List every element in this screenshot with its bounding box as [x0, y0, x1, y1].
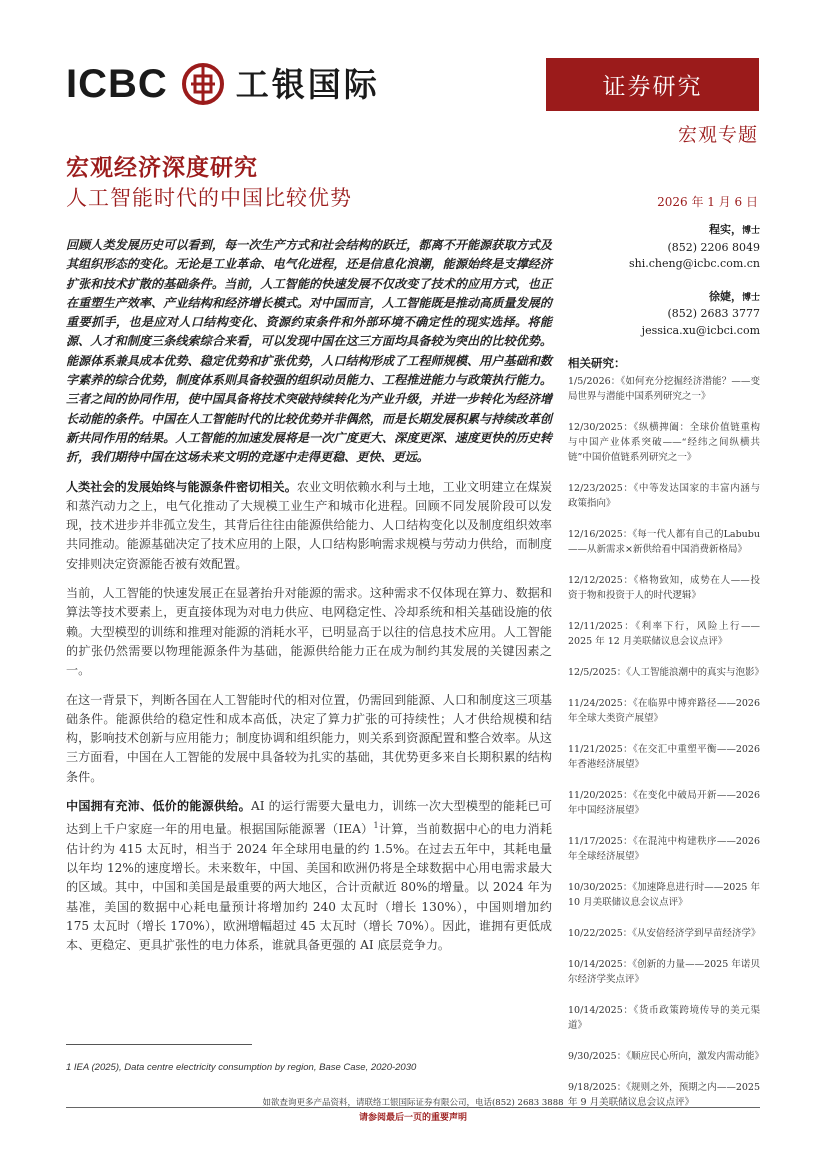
report-title: 宏观经济深度研究	[66, 154, 258, 181]
analyst-email[interactable]: shi.cheng@icbc.com.cn	[629, 257, 760, 270]
related-research-item[interactable]: 12/12/2025：《格物致知，成势在人——投资于物和投资于人的时代逻辑》	[568, 575, 760, 601]
related-research-item[interactable]: 9/30/2025：《顺应民心所向，激发内需动能》	[568, 1051, 764, 1062]
footer-disclaimer[interactable]: 请参阅最后一页的重要声明	[358, 1113, 467, 1123]
sub-section-label: 宏观专题	[677, 124, 758, 146]
paragraph-text: 在这一背景下，判断各国在人工智能时代的相对位置，仍需回到能源、人口和制度这三项基础条件。能源供给的稳定性和成本高低，决定了算力扩张的可持续性；人才供给规模和结构，影响技术创新与应用能力；制度协调和组织能力，则关系到资源配置和整合效率。从这三方面看，中国在人工智能的发展中具备较为扎实的基础，其优势更多来自长期积累的结构条件。	[66, 692, 552, 784]
related-research-item[interactable]: 10/22/2025：《从安倍经济学到早苗经济学》	[568, 928, 761, 939]
report-date: 2026 年 1 月 6 日	[657, 195, 758, 209]
related-research-item[interactable]: 11/21/2025：《在交汇中重塑平衡——2026 年香港经济展望》	[568, 744, 760, 770]
logo-chinese-text: 工银国际	[235, 64, 380, 104]
footnote-divider	[66, 1044, 252, 1045]
paragraph-text: 计算，当前数据中心的电力消耗估计约为 415 太瓦时，相当于 2024 年全球用电量的约 1.5%。在过去五年中，其耗电量以年均 12%的速度增长。未来数年，中国、美国和欧洲仍将是全球数据中心用电需求最大的区域。其中，中国和美国是最重要的两大地区，合计贡献近 80%的增量。以 2024 年为基准，美国的数据中心耗电量预计将增加约 240 太瓦时（增长 130%），中国则增加约 175 太瓦时（增长 170%），欧洲增幅超过 45 太瓦时（增长 70%）。因此，谁拥有更低成本、更稳定、更具扩张性的电力体系，谁就具备更强的 AI 底层竞争力。	[66, 822, 552, 953]
report-subtitle: 人工智能时代的中国比较优势	[66, 186, 352, 210]
company-logo	[66, 60, 380, 108]
related-research-item[interactable]: 10/14/2025：《创新的力量——2025 年诺贝尔经济学奖点评》	[568, 959, 760, 985]
footer-divider	[66, 1107, 760, 1108]
paragraph-lead: 人类社会的发展始终与能源条件密切相关。	[66, 479, 297, 494]
body-paragraph	[66, 478, 552, 574]
related-research-item[interactable]: 1/5/2026：《如何充分挖掘经济潜能？——变局世界与潜能中国系列研究之一》	[568, 376, 760, 402]
analyst-card	[568, 289, 760, 340]
sidebar	[568, 222, 764, 1110]
body-paragraph	[66, 797, 552, 955]
related-research-item[interactable]: 11/17/2025：《在混沌中构建秩序——2026 年全球经济展望》	[568, 836, 760, 862]
analyst-name: 徐婕，	[708, 289, 742, 303]
related-research-item[interactable]: 12/30/2025：《纵横捭阖：全球价值链重构与中国产业体系突破——“经纬之间纵横共链”中国价值链系列研究之一》	[568, 422, 760, 463]
icbc-seal-icon	[182, 63, 224, 105]
related-research-item[interactable]: 12/5/2025：《人工智能浪潮中的真实与泡影》	[568, 667, 764, 678]
body-paragraph	[66, 691, 552, 787]
logo-latin-text: ICBC	[66, 62, 168, 106]
executive-summary: 回顾人类发展历史可以看到，每一次生产方式和社会结构的跃迁，都离不开能源获取方式及其组织形态的变化。无论是工业革命、电气化进程，还是信息化浪潮，能源始终是支撑经济扩张和技术扩散的基础条件。当前，人工智能的快速发展不仅改变了技术的应用方式，也正在重塑生产效率、产业结构和经济增长模式。对中国而言，人工智能既是推动高质量发展的重要抓手，也是应对人口结构变化、资源约束条件和外部环境不确定性的现实选择。将能源、人才和制度三条线索综合来看，可以发现中国在这三方面均具备较为突出的比较优势。能源体系兼具成本优势、稳定优势和扩张优势，人口结构形成了工程师规模、用户基础和数字素养的综合优势，制度体系则具备较强的组织动员能力、工程推进能力与政策执行能力。三者之间的协同作用，使中国具备将技术突破持续转化为产业升级，并进一步转化为经济增长动能的条件。中国在人工智能时代的比较优势并非偶然，而是长期发展积累与持续改革创新共同作用的结果。人工智能的加速发展将是一次广度更大、深度更深、速度更快的历史转折，我们期待中国在这场未来文明的竞逐中走得更稳、更快、更远。	[66, 238, 552, 465]
section-label: 证券研究	[546, 58, 759, 111]
analyst-title: 博士	[741, 226, 760, 236]
analyst-card	[568, 222, 760, 273]
analyst-phone: (852) 2206 8049	[667, 240, 760, 254]
footnote: 1 IEA (2025), Data centre electricity consumption by region, Base Case, 2020-2030	[66, 1062, 417, 1073]
paragraph-text: 农业文明依赖水利与土地，工业文明建立在煤炭和蒸汽动力之上，电气化推动了大规模工业生产和城市化进程。回顾不同发展阶段可以发现，技术进步并非孤立发生，其背后往往由能源供给能力、人口结构变化以及制度组织效率共同推动。能源基础决定了技术应用的上限，人口结构影响需求规模与劳动力供给，而制度安排则决定资源能否被有效配置。	[66, 479, 552, 571]
related-research-item[interactable]: 10/30/2025：《加速降息进行时——2025 年 10 月美联储议息会议点评》	[568, 882, 760, 908]
related-research-item[interactable]: 12/16/2025：《每一代人都有自己的Labubu——从新需求×新供给看中国消费新格局》	[568, 529, 760, 555]
paragraph-text: 当前，人工智能的快速发展正在显著抬升对能源的需求。这种需求不仅体现在算力、数据和算法等技术要素上，更直接体现为对电力供应、电网稳定性、冷却系统和相关基础设施的依赖。大型模型的训练和推理对能源的消耗水平，已明显高于以往的信息技术应用。人工智能的扩张仍然需要以物理能源条件为基础，能源供给能力正在成为制约其发展的关键因素之一。	[66, 586, 552, 678]
related-research-list	[568, 374, 764, 1110]
related-research-item[interactable]: 10/14/2025：《货币政策跨境传导的美元渠道》	[568, 1005, 760, 1031]
paragraph-lead: 中国拥有充沛、低价的能源供给。	[66, 799, 251, 814]
related-research-item[interactable]: 9/18/2025：《规则之外，预期之内——2025 年 9 月美联储议息会议点评》	[568, 1082, 760, 1108]
analyst-title: 博士	[741, 292, 760, 303]
main-column	[66, 236, 552, 955]
footer-contact: 如欲查询更多产品资料，请联络工银国际证券有限公司，电话(852) 2683 3888	[262, 1098, 564, 1108]
footnote-marker[interactable]: 1	[373, 821, 379, 831]
related-research-item[interactable]: 12/11/2025：《利率下行，风险上行——2025 年 12 月美联储议息会议点评》	[568, 621, 760, 647]
analyst-email[interactable]: jessica.xu@icbci.com	[641, 323, 760, 337]
related-research-item[interactable]: 11/20/2025：《在变化中破局开新——2026 年中国经济展望》	[568, 790, 760, 816]
related-research-item[interactable]: 12/23/2025：《中等发达国家的丰富内涵与政策指向》	[568, 483, 760, 509]
related-research-item[interactable]: 11/24/2025：《在临界中博弈路径——2026 年全球大类资产展望》	[568, 698, 760, 724]
body-paragraph	[66, 584, 552, 680]
paragraph-text: AI 的运行需要大量电力，训练一次大型模型的能耗已可达到上千户家庭一年的用电量。根据国际能源署（IEA）	[66, 799, 552, 837]
analyst-name: 程实，	[708, 223, 742, 236]
related-research-heading: 相关研究：	[568, 356, 626, 370]
analyst-phone: (852) 2683 3777	[667, 307, 760, 320]
